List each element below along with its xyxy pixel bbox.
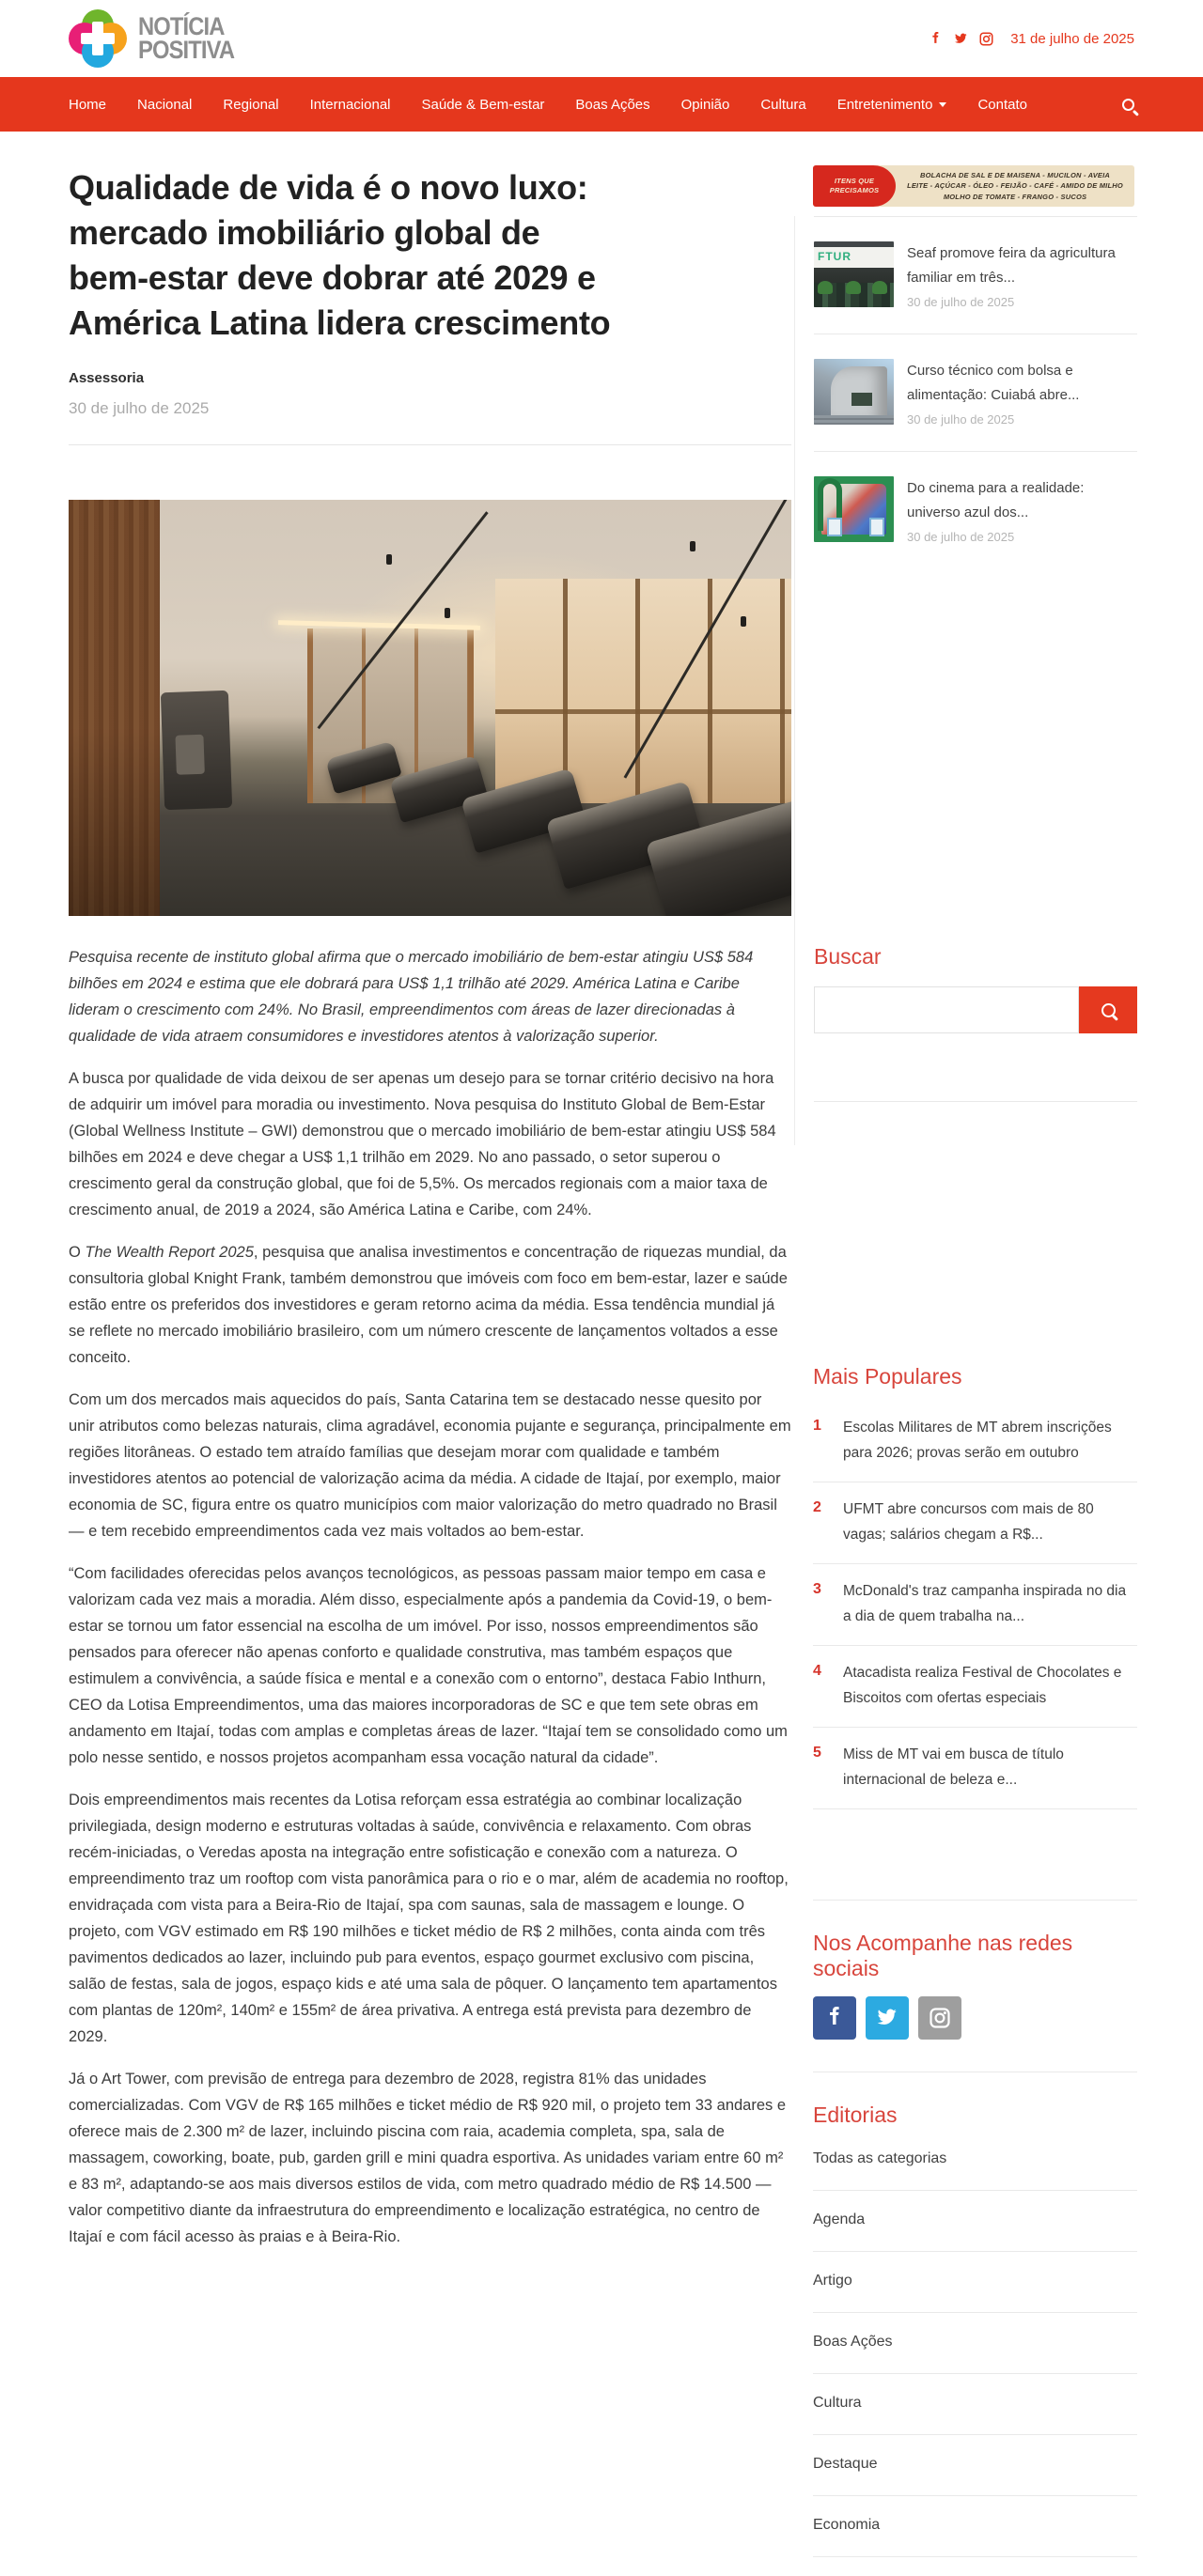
popular-widget bbox=[813, 1364, 1137, 1809]
header-meta bbox=[929, 31, 1134, 47]
popular-rank: 2 bbox=[813, 1499, 821, 1515]
article bbox=[69, 165, 791, 2266]
instagram-icon bbox=[929, 2007, 951, 2029]
ad-text-line: BOLACHA DE SAL E DE MAISENA - MUCILON - AVEIA bbox=[919, 171, 1111, 180]
instagram-button[interactable] bbox=[918, 1996, 961, 2040]
article-lead-paragraph: Pesquisa recente de instituto global afirma que o mercado imobiliário de bem-estar atingiu US$ 584 bilhões em 2024 e estima que ele dobrará para US$ 1,1 trilhão até 2029. América Latina e Caribe lideram o crescimento com 24%. No Brasil, empreendimentos com áreas de lazer direcionadas à qualidade de vida atraem consumidores e investidores atentos à valorização superior. bbox=[69, 949, 754, 1045]
editorias-widget-title: Editorias bbox=[813, 2103, 898, 2127]
recent-post-thumbnail[interactable] bbox=[814, 241, 894, 307]
popular-item-title[interactable]: Escolas Militares de MT abrem inscrições para 2026; provas serão em outubro bbox=[843, 1420, 1112, 1461]
sidebar bbox=[794, 165, 1137, 2576]
header-date: 31 de julho de 2025 bbox=[1010, 30, 1134, 47]
article-paragraph: A busca por qualidade de vida deixou de ser apenas um desejo para se tornar critério decisivo na hora de adquirir um imóvel para moradia ou investimento. Nova pesquisa do Instituto Global de Bem-Estar (Global Wellness Institute – GWI) demonstrou que o mercado imobiliário de bem-estar atingiu US$ 584 bilhões em 2024 e deve chegar a US$ 1,1 trilhão em 2029. No ano passado, o setor superou o crescimento geral da construção global, que foi de 5,5%. Os mercados regionais com a maior taxa de crescimento anual, de 2019 a 2024, são América Latina e Caribe, com 24%. bbox=[69, 1070, 776, 1218]
instagram-icon bbox=[979, 32, 993, 46]
paragraph-text: O bbox=[69, 1244, 86, 1261]
nav-item-saude-bem-estar[interactable]: Saúde & Bem-estar bbox=[421, 96, 545, 113]
search-input[interactable] bbox=[814, 986, 1079, 1033]
title-line: Qualidade de vida é o novo luxo: bbox=[69, 168, 588, 207]
empty-ad-slot bbox=[814, 568, 1137, 944]
article-featured-image bbox=[69, 500, 791, 916]
header-twitter-link[interactable] bbox=[954, 32, 968, 46]
twitter-icon bbox=[876, 2007, 898, 2029]
social-widget-title: Nos Acompanhe nas redes sociais bbox=[813, 1931, 1073, 1980]
popular-rank: 4 bbox=[813, 1663, 821, 1679]
facebook-icon bbox=[823, 2007, 846, 2029]
article-paragraph: Com um dos mercados mais aquecidos do país, Santa Catarina tem se destacado nesse quesito por unir atributos como belezas naturais, clima agradável, economia pujante e segurança, principalmente em regiões litorâneas. O estado tem atraído famílias que desejam morar com qualidade e também investidores atentos ao potencial de valorização acima da média. A cidade de Itajaí, por exemplo, maior economia de SC, figura entre os quatro municípios com maior valorização do metro quadrado no Brasil — e tem recebido empreendimentos cada vez mais voltados ao bem-estar. bbox=[69, 1391, 791, 1540]
ad-text-line: MOLHO DE TOMATE - FRANGO - SUCOS bbox=[943, 192, 1087, 201]
facebook-icon bbox=[929, 32, 943, 46]
recent-post-thumbnail[interactable] bbox=[814, 476, 894, 542]
search-icon bbox=[1101, 1003, 1116, 1017]
ad-badge bbox=[813, 165, 896, 207]
header-instagram-link[interactable] bbox=[979, 32, 993, 46]
chevron-down-icon bbox=[939, 102, 946, 107]
recent-post-date: 30 de julho de 2025 bbox=[907, 412, 1015, 427]
popular-rank: 3 bbox=[813, 1581, 821, 1597]
article-paragraph bbox=[69, 1239, 791, 1371]
recent-post-title[interactable]: Curso técnico com bolsa e alimentação: Cuiabá abre... bbox=[907, 363, 1080, 403]
popular-item-title[interactable]: McDonald's traz campanha inspirada no dia a dia de quem trabalha na... bbox=[843, 1583, 1127, 1624]
article-paragraph: “Com facilidades oferecidas pelos avanços tecnológicos, as pessoas passam maior tempo em casa e valorizam cada vez mais a moradia. Além disso, especialmente após a pandemia da Covid-19, o bem-estar se tornou um fator essencial na escolha de um imóvel. Por isso, nossos empreendimentos são pensados para oferecer não apenas conforto e qualidade construtiva, mas também espaços que estimulem a convivência, a saúde física e mental e a conexão com o entorno”, destaca Fabio Inthurn, CEO da Lotisa Empreendimentos, uma das maiores incorporadoras de SC e que tem sete obras em andamento em Itajaí, todas com amplas e completas áreas de lazer. “Itajaí tem se consolidado como um polo nesse sentido, e nossos projetos acompanham essa vocação natural da cidade”. bbox=[69, 1565, 788, 1766]
nav-item-internacional[interactable]: Internacional bbox=[309, 96, 391, 113]
article-paragraph: Dois empreendimentos mais recentes da Lotisa reforçam essa estratégia ao combinar localização privilegiada, design moderno e estruturas voltadas à saúde, convivência e relaxamento. Com obras recém-iniciadas, o Veredas aposta na integração entre sofisticação e conexão com a natureza. O empreendimento traz um rooftop com vista panorâmica para o rio e o mar, além de academia no rooftop, envidraçada com vista para a Beira-Rio de Itajaí, spa com saunas, sala de massagem e lounge. O projeto, com VGV estimado em R$ 190 milhões e ticket médio de R$ 2 milhões, conta ainda com três pavimentos dedicados ao lazer, incluindo pub para eventos, espaço gourmet exclusivo com piscina, salão de festas, sala de jogos, espaço kids e até uma sala de pôquer. O lançamento tem apartamentos com plantas de 120m², 140m² e 155m² de área privativa. A entrega está prevista para dezembro de 2029. bbox=[69, 1792, 789, 2045]
editoria-item-boas-acoes[interactable]: Boas Ações bbox=[813, 2332, 1137, 2374]
nav-item-entretenimento-label: Entretenimento bbox=[836, 96, 933, 113]
popular-item-title[interactable]: Miss de MT vai em busca de título internacional de beleza e... bbox=[843, 1746, 1064, 1788]
recent-post-thumbnail[interactable] bbox=[814, 359, 894, 425]
title-line: mercado imobiliário global de bbox=[69, 213, 540, 252]
recent-post-item[interactable] bbox=[814, 217, 1137, 334]
ad-text bbox=[896, 165, 1134, 207]
sidebar-widgets-box bbox=[794, 216, 1137, 1145]
nav-item-nacional[interactable]: Nacional bbox=[137, 96, 193, 113]
paragraph-text: , pesquisa que analisa investimentos e concentração de riquezas mundial, da consultoria global Knight Frank, também demonstrou que imóveis com foco em bem-estar, lazer e saúde estão entre os preferidos dos investidores e geram retorno acima da média. Essa tendência mundial já se reflete no mercado imobiliário brasileiro, com um número crescente de lançamentos voltados a esse conceito. bbox=[69, 1244, 788, 1366]
editoria-item-cultura[interactable]: Cultura bbox=[813, 2393, 1137, 2435]
editoria-item-destaque[interactable]: Destaque bbox=[813, 2454, 1137, 2496]
title-line: América Latina lidera crescimento bbox=[69, 303, 611, 342]
article-author: Assessoria bbox=[69, 370, 145, 386]
search-widget bbox=[814, 944, 1137, 1033]
facebook-button[interactable] bbox=[813, 1996, 856, 2040]
popular-item[interactable] bbox=[813, 1564, 1137, 1646]
recent-post-item[interactable] bbox=[814, 334, 1137, 452]
recent-post-date: 30 de julho de 2025 bbox=[907, 530, 1015, 544]
nav-item-opiniao[interactable]: Opinião bbox=[680, 96, 730, 113]
site-logo[interactable] bbox=[69, 9, 247, 68]
editoria-item-artigo[interactable]: Artigo bbox=[813, 2271, 1137, 2313]
site-header bbox=[0, 0, 1203, 77]
sidebar-ad-banner[interactable] bbox=[813, 165, 1134, 207]
nav-search-button[interactable] bbox=[1122, 99, 1134, 111]
nav-item-regional[interactable]: Regional bbox=[223, 96, 279, 113]
ad-badge-line: ITENS QUE bbox=[834, 176, 875, 185]
divider bbox=[69, 444, 791, 445]
nav-item-cultura[interactable]: Cultura bbox=[760, 96, 806, 113]
editoria-item-todas-as-categorias[interactable]: Todas as categorias bbox=[813, 2149, 1137, 2191]
popular-item-title[interactable]: Atacadista realiza Festival de Chocolates e Biscoitos com ofertas especiais bbox=[843, 1665, 1122, 1706]
popular-item-title[interactable]: UFMT abre concursos com mais de 80 vagas; salários chegam a R$... bbox=[843, 1501, 1094, 1543]
popular-rank: 1 bbox=[813, 1418, 821, 1434]
logo-plus-icon bbox=[69, 9, 127, 68]
popular-rank: 5 bbox=[813, 1745, 821, 1761]
nav-item-boas-acoes[interactable]: Boas Ações bbox=[575, 96, 650, 113]
thumbnail-text: FTUR bbox=[818, 250, 851, 263]
editoria-item-agenda[interactable]: Agenda bbox=[813, 2210, 1137, 2252]
article-body bbox=[69, 944, 791, 2250]
popular-item[interactable] bbox=[813, 1646, 1137, 1728]
divider bbox=[814, 1101, 1137, 1102]
search-widget-title: Buscar bbox=[814, 944, 882, 969]
page-title bbox=[69, 165, 791, 346]
header-facebook-link[interactable] bbox=[929, 32, 943, 46]
paragraph-italic-text: The Wealth Report 2025 bbox=[85, 1244, 254, 1261]
nav-item-contato[interactable]: Contato bbox=[977, 96, 1027, 113]
ad-text-line: LEITE - AÇÚCAR - ÓLEO - FEIJÃO - CAFÉ - AMIDO DE MILHO bbox=[907, 181, 1123, 191]
popular-item[interactable] bbox=[813, 1728, 1137, 1809]
article-date: 30 de julho de 2025 bbox=[69, 399, 210, 417]
search-submit-button[interactable] bbox=[1079, 986, 1137, 1033]
site-wordmark: NOTÍCIA POSITIVA bbox=[138, 12, 235, 64]
article-paragraph: Já o Art Tower, com previsão de entrega para dezembro de 2028, registra 81% das unidades comercializadas. Com VGV de R$ 165 milhões e ticket médio de R$ 920 mil, o projeto tem 33 andares e oferece mais de 2.300 m² de lazer, incluindo piscina com raia, academia completa, spa, sala de massagem, coworking, boate, pub, garden grill e mini quadra esportiva. As unidades variam entre 60 m² e 83 m², adaptando-se aos mais diversos estilos de vida, com metro quadrado médio de R$ 14.500 — valor competitivo diante da infraestrutura do empreendimento e localização estratégica, no centro de Itajaí e com fácil acesso às praias e à Beira-Rio. bbox=[69, 2071, 787, 2245]
ad-badge-line: PRECISAMOS bbox=[829, 186, 880, 194]
title-line: bem-estar deve dobrar até 2029 e bbox=[69, 258, 596, 297]
twitter-icon bbox=[954, 32, 968, 46]
main-navbar bbox=[0, 77, 1203, 132]
search-icon bbox=[1122, 99, 1134, 111]
nav-item-entretenimento[interactable] bbox=[837, 97, 947, 113]
recent-post-date: 30 de julho de 2025 bbox=[907, 295, 1015, 309]
recent-post-title[interactable]: Do cinema para a realidade: universo azul dos... bbox=[907, 480, 1085, 520]
popular-widget-title: Mais Populares bbox=[813, 1364, 962, 1389]
twitter-button[interactable] bbox=[866, 1996, 909, 2040]
recent-post-title[interactable]: Seaf promove feira da agricultura familiar em três... bbox=[907, 245, 1116, 286]
recent-post-item[interactable] bbox=[814, 452, 1137, 568]
nav-item-home[interactable]: Home bbox=[69, 96, 107, 113]
editoria-item-economia[interactable]: Economia bbox=[813, 2515, 1137, 2557]
social-widget bbox=[813, 1900, 1137, 2072]
popular-item[interactable] bbox=[813, 1482, 1137, 1564]
popular-item[interactable] bbox=[813, 1401, 1137, 1482]
editorias-widget bbox=[813, 2103, 1137, 2557]
